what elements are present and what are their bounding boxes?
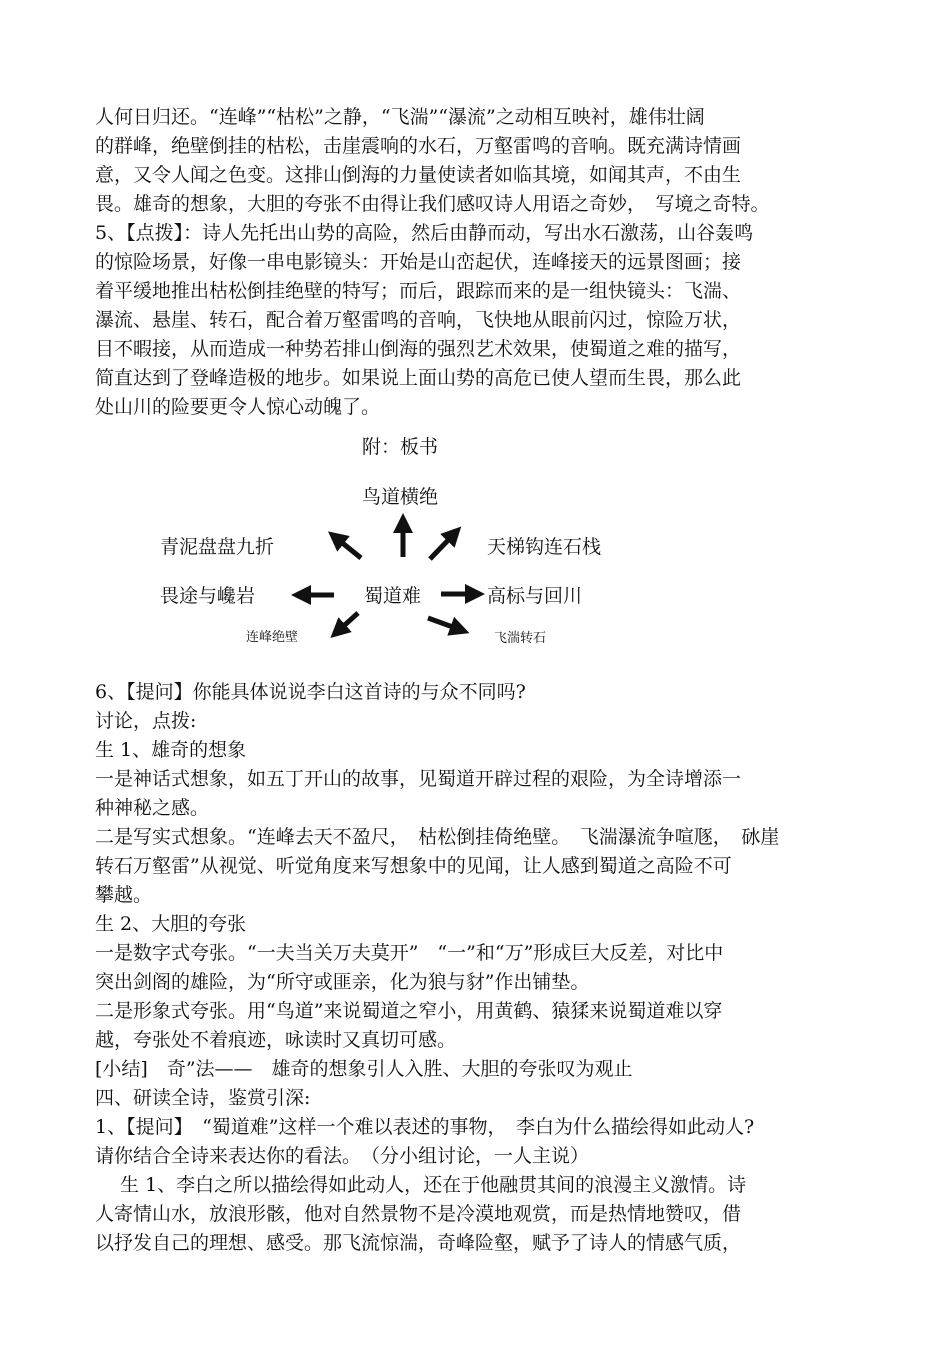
text-line: 5、【点拨】：诗人先托出山势的高险，然后由静而动，写出水石激荡，山谷轰鸣: [95, 222, 754, 244]
text-line: 1、【提问】 “蜀道难”这样一个难以表述的事物， 李白为什么描绘得如此动人?: [95, 1116, 755, 1138]
text-line: 的惊险场景，好像一串电影镜头：开始是山峦起伏，连峰接天的远景图画；接: [95, 251, 742, 273]
text-line: 讨论，点拨:: [95, 710, 197, 732]
text-line: 人何日归还。“连峰”“枯松”之静，“飞湍”“瀑流”之动相互映衬，雄伟壮阔: [95, 106, 705, 128]
text-line: 一是数字式夸张。“一夫当关万夫莫开” “一”和“万”形成巨大反差，对比中: [95, 942, 724, 964]
text-line: 意，又令人闻之色变。这排山倒海的力量使读者如临其境，如闻其声，不由生: [95, 164, 742, 186]
text-line: 生 1、李白之所以描绘得如此动人，还在于他融贯其间的浪漫主义激情。诗: [95, 1174, 747, 1196]
text-line: 请你结合全诗来表达你的看法。 （分小组讨论，一人主说）: [95, 1145, 590, 1167]
diagram-node-top: 鸟道横绝: [362, 486, 439, 508]
diagram-node-lower-right: 飞湍转石: [494, 631, 547, 646]
arrow-upper-left: [335, 537, 361, 558]
text-line: 目不暇接，从而造成一种势若排山倒海的强烈艺术效果，使蜀道之难的描写，: [95, 338, 742, 360]
text-line: 6、【提问】你能具体说说李白这首诗的与众不同吗?: [95, 681, 526, 703]
text-line: 人寄情山水，放浪形骸，他对自然景物不是冷漠地观赏，而是热情地赞叹，借: [95, 1203, 742, 1225]
diagram-center: 蜀道难: [364, 585, 422, 607]
diagram-node-left: 畏途与巉岩: [160, 585, 256, 607]
text-line: 的群峰，绝壁倒挂的枯松，击崖震响的水石，万壑雷鸣的音响。既充满诗情画: [95, 135, 742, 157]
text-line: 生 2、大胆的夸张: [95, 913, 247, 935]
arrow-upper-right: [430, 533, 455, 559]
diagram-node-lower-left: 连峰绝壁: [246, 630, 299, 645]
text-line: 二是形象式夸张。用“鸟道”来说蜀道之窄小，用黄鹤、猿猱来说蜀道难以穿: [95, 1000, 723, 1022]
text-line: 种神秘之感。: [95, 797, 210, 819]
text-line: 瀑流、悬崖、转石，配合着万壑雷鸣的音响，飞快地从眼前闪过，惊险万状，: [95, 309, 742, 331]
diagram-node-upper-right: 天梯钩连石栈: [487, 536, 602, 558]
text-line: 二是写实式想象。“连峰去天不盈尺， 枯松倒挂倚绝壁。 飞湍瀑流争喧豗， 砅崖: [95, 826, 780, 848]
blackboard-title: 附：板书: [362, 436, 439, 458]
text-line: 攀越。: [95, 884, 153, 906]
arrow-lower-left: [337, 613, 358, 632]
text-line: 转石万壑雷”从视觉、听觉角度来写想象中的见闻，让人感到蜀道之高险不可: [95, 855, 732, 877]
diagram-node-right: 高标与回川: [487, 585, 583, 607]
text-line: 四、研读全诗，鉴赏引深:: [95, 1087, 311, 1109]
text-line: 简直达到了登峰造极的地步。如果说上面山势的高危已使人望而生畏，那么此: [95, 367, 742, 389]
text-line: 生 1、雄奇的想象: [95, 739, 247, 761]
text-line: 越，夸张处不着痕迹，咏读时又真切可感。: [95, 1029, 457, 1051]
text-line: 以抒发自己的理想、感受。那飞流惊湍，奇峰险壑，赋予了诗人的情感气质，: [95, 1232, 742, 1254]
text-line: 处山川的险要更令人惊心动魄了。: [95, 396, 381, 418]
text-line: 畏。雄奇的想象，大胆的夸张不由得让我们感叹诗人用语之奇妙， 写境之奇特。: [95, 193, 770, 215]
text-line: 着平缓地推出枯松倒挂绝壁的特写；而后，跟踪而来的是一组快镜头：飞湍、: [95, 280, 742, 302]
diagram-node-upper-left: 青泥盘盘九折: [160, 536, 275, 558]
arrow-lower-right: [428, 618, 461, 630]
text-line: [小结] 奇”法—— 雄奇的想象引人入胜、大胆的夸张叹为观止: [95, 1058, 633, 1080]
text-line: 突出剑阁的雄险，为“所守或匪亲，化为狼与豺”作出铺垫。: [95, 971, 590, 993]
text-line: 一是神话式想象，如五丁开山的故事，见蜀道开辟过程的艰险，为全诗增添一: [95, 768, 742, 790]
